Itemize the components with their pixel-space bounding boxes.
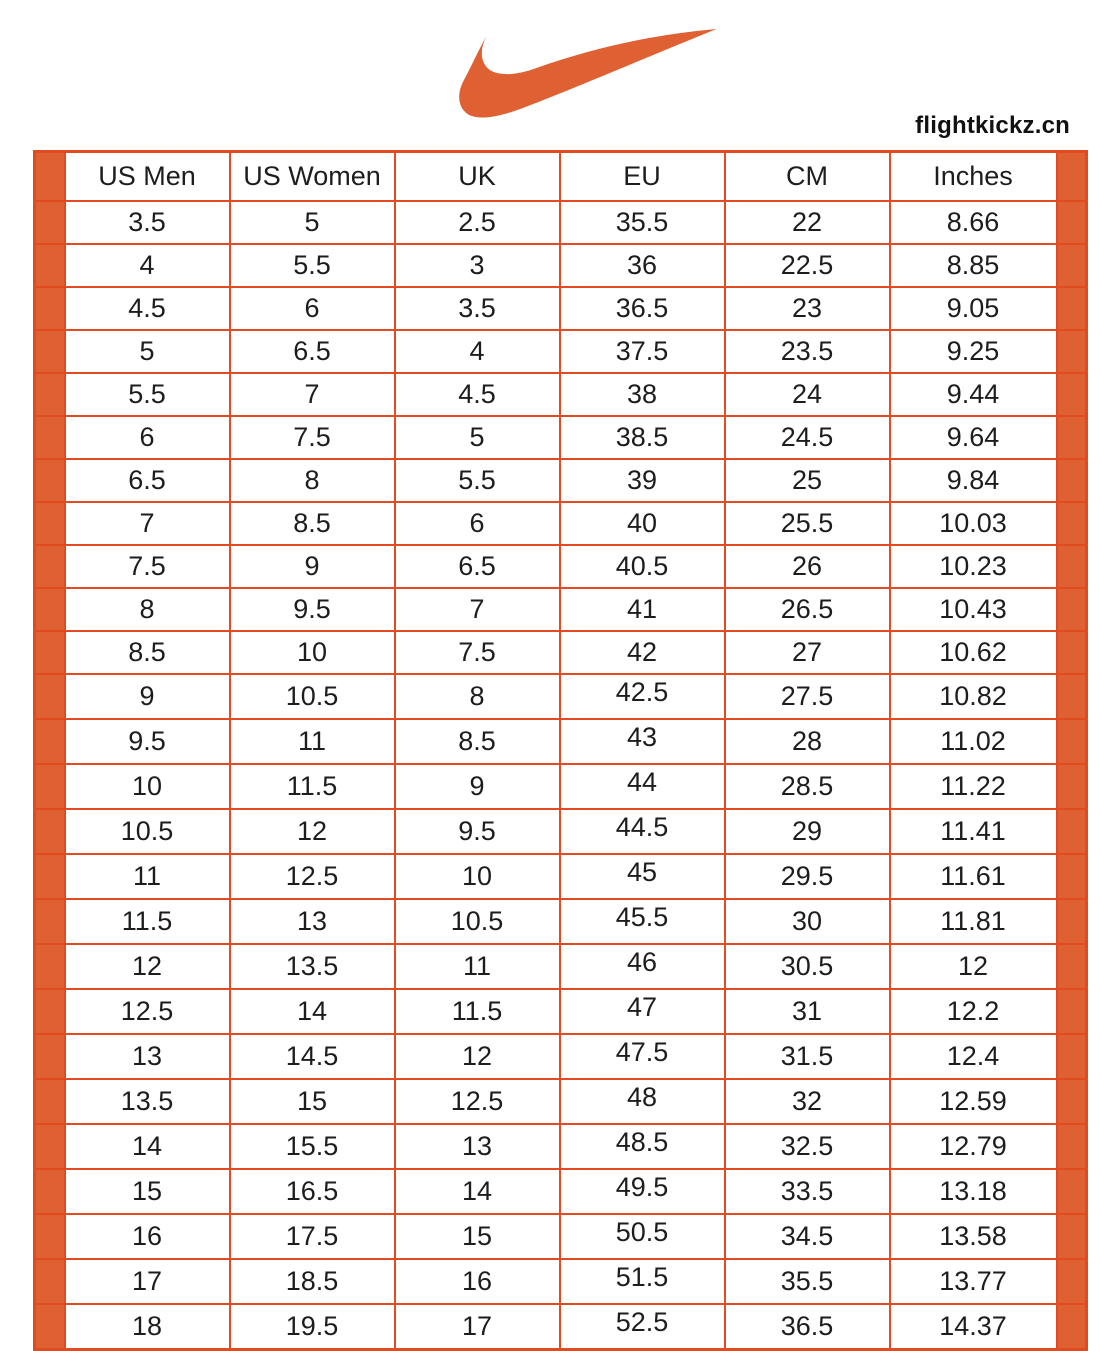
cell-inches: 10.82 [890,674,1057,719]
cell-uk: 6.5 [395,545,560,588]
cell-us-women: 10 [230,631,395,674]
table-row [35,1034,1087,1079]
cell-us-women: 18.5 [230,1259,395,1304]
cell-cm: 23.5 [725,330,890,373]
site-watermark: flightkickz.cn [915,112,1070,139]
cell-cm: 22 [725,201,890,244]
cell-us-women: 8 [230,459,395,502]
orange-strip-cell [35,1304,65,1350]
orange-strip-cell [1057,330,1087,373]
cell-eu: 46 [560,944,725,989]
cell-uk: 4 [395,330,560,373]
table-row [35,373,1087,416]
orange-strip-cell [1057,1169,1087,1214]
cell-inches: 10.43 [890,588,1057,631]
orange-strip-cell [35,719,65,764]
cell-inches: 8.66 [890,201,1057,244]
cell-inches: 8.85 [890,244,1057,287]
cell-cm: 22.5 [725,244,890,287]
cell-inches: 13.18 [890,1169,1057,1214]
cell-us-women: 8.5 [230,502,395,545]
cell-eu: 51.5 [560,1259,725,1304]
cell-cm: 28 [725,719,890,764]
cell-us-men: 18 [65,1304,230,1350]
header-row [35,152,1087,202]
cell-uk: 4.5 [395,373,560,416]
cell-uk: 5.5 [395,459,560,502]
cell-inches: 11.22 [890,764,1057,809]
cell-eu: 47 [560,989,725,1034]
cell-inches: 9.05 [890,287,1057,330]
orange-strip-cell [35,1034,65,1079]
orange-strip-cell [35,287,65,330]
cell-us-men: 13 [65,1034,230,1079]
cell-cm: 30 [725,899,890,944]
cell-uk: 15 [395,1214,560,1259]
cell-uk: 2.5 [395,201,560,244]
cell-inches: 11.81 [890,899,1057,944]
table-row [35,809,1087,854]
cell-eu: 49.5 [560,1169,725,1214]
orange-strip-cell [1057,631,1087,674]
cell-inches: 11.02 [890,719,1057,764]
cell-us-men: 6 [65,416,230,459]
cell-us-women: 7 [230,373,395,416]
cell-eu: 41 [560,588,725,631]
cell-us-men: 10.5 [65,809,230,854]
cell-inches: 10.23 [890,545,1057,588]
table-row [35,631,1087,674]
size-conversion-table [33,150,1088,1351]
cell-uk: 12 [395,1034,560,1079]
cell-cm: 26.5 [725,588,890,631]
cell-us-men: 8.5 [65,631,230,674]
cell-us-women: 14.5 [230,1034,395,1079]
cell-eu: 45.5 [560,899,725,944]
orange-strip-cell [35,588,65,631]
orange-strip-cell [1057,1304,1087,1350]
cell-cm: 27.5 [725,674,890,719]
orange-strip-cell [1057,287,1087,330]
orange-strip-cell [35,545,65,588]
cell-us-women: 13 [230,899,395,944]
cell-eu: 37.5 [560,330,725,373]
table-row [35,674,1087,719]
orange-strip-cell [35,674,65,719]
cell-us-men: 8 [65,588,230,631]
cell-eu: 36 [560,244,725,287]
orange-strip-cell [1057,854,1087,899]
cell-eu: 42.5 [560,674,725,719]
cell-us-women: 11.5 [230,764,395,809]
cell-us-men: 16 [65,1214,230,1259]
orange-strip-cell [1057,1079,1087,1124]
cell-uk: 7 [395,588,560,631]
cell-us-men: 4.5 [65,287,230,330]
cell-uk: 10 [395,854,560,899]
cell-cm: 34.5 [725,1214,890,1259]
cell-inches: 11.41 [890,809,1057,854]
cell-eu: 50.5 [560,1214,725,1259]
cell-cm: 24 [725,373,890,416]
cell-inches: 10.62 [890,631,1057,674]
orange-strip-cell [1057,944,1087,989]
cell-us-men: 7 [65,502,230,545]
cell-inches: 9.25 [890,330,1057,373]
cell-inches: 9.84 [890,459,1057,502]
cell-us-women: 6.5 [230,330,395,373]
cell-cm: 28.5 [725,764,890,809]
cell-inches: 9.44 [890,373,1057,416]
orange-strip-cell [35,899,65,944]
orange-strip-cell [1057,201,1087,244]
cell-us-women: 12.5 [230,854,395,899]
cell-us-men: 5 [65,330,230,373]
orange-strip-cell [1057,502,1087,545]
table-row [35,459,1087,502]
cell-uk: 13 [395,1124,560,1169]
orange-strip-cell [35,809,65,854]
cell-uk: 9.5 [395,809,560,854]
cell-us-women: 9.5 [230,588,395,631]
orange-strip-cell [35,854,65,899]
cell-eu: 47.5 [560,1034,725,1079]
cell-us-men: 9.5 [65,719,230,764]
table-row [35,719,1087,764]
cell-us-women: 9 [230,545,395,588]
orange-strip-cell [1057,764,1087,809]
orange-strip-cell [1057,1259,1087,1304]
table-body [35,201,1087,1350]
cell-us-women: 14 [230,989,395,1034]
cell-uk: 9 [395,764,560,809]
nike-swoosh-icon [453,28,719,120]
table-row [35,854,1087,899]
cell-us-men: 6.5 [65,459,230,502]
cell-us-men: 17 [65,1259,230,1304]
orange-strip-cell [1057,809,1087,854]
cell-uk: 5 [395,416,560,459]
table-row [35,1304,1087,1350]
orange-strip-cell [35,373,65,416]
orange-strip-cell [35,1124,65,1169]
cell-us-men: 10 [65,764,230,809]
cell-cm: 25 [725,459,890,502]
orange-strip-cell [1057,899,1087,944]
cell-uk: 6 [395,502,560,545]
orange-strip-cell [1057,1034,1087,1079]
cell-eu: 40 [560,502,725,545]
cell-us-men: 4 [65,244,230,287]
table-header [35,152,1087,202]
cell-us-women: 5.5 [230,244,395,287]
cell-uk: 8 [395,674,560,719]
column-header-us-women: US Women [230,152,395,202]
cell-inches: 12.2 [890,989,1057,1034]
cell-cm: 29 [725,809,890,854]
table-row [35,330,1087,373]
cell-us-women: 15 [230,1079,395,1124]
orange-strip-cell [35,244,65,287]
table-row [35,899,1087,944]
orange-strip-cell [35,502,65,545]
cell-cm: 24.5 [725,416,890,459]
cell-us-men: 15 [65,1169,230,1214]
cell-us-men: 9 [65,674,230,719]
cell-cm: 29.5 [725,854,890,899]
cell-cm: 30.5 [725,944,890,989]
orange-strip-cell [1057,244,1087,287]
cell-us-men: 5.5 [65,373,230,416]
orange-strip-cell [1057,719,1087,764]
cell-eu: 39 [560,459,725,502]
cell-eu: 52.5 [560,1304,725,1350]
table-row [35,416,1087,459]
cell-us-women: 15.5 [230,1124,395,1169]
cell-us-women: 17.5 [230,1214,395,1259]
cell-eu: 35.5 [560,201,725,244]
orange-strip-cell [1057,152,1087,202]
cell-inches: 12.79 [890,1124,1057,1169]
orange-strip-cell [35,459,65,502]
cell-cm: 27 [725,631,890,674]
table-row [35,244,1087,287]
cell-inches: 14.37 [890,1304,1057,1350]
table-row [35,1124,1087,1169]
cell-us-women: 5 [230,201,395,244]
cell-eu: 38.5 [560,416,725,459]
table-row [35,764,1087,809]
orange-strip-cell [35,416,65,459]
orange-strip-cell [1057,1214,1087,1259]
column-header-inches: Inches [890,152,1057,202]
orange-strip-cell [35,944,65,989]
cell-us-women: 16.5 [230,1169,395,1214]
cell-cm: 35.5 [725,1259,890,1304]
cell-cm: 23 [725,287,890,330]
cell-eu: 48.5 [560,1124,725,1169]
cell-us-men: 3.5 [65,201,230,244]
orange-strip-cell [35,764,65,809]
orange-strip-cell [1057,989,1087,1034]
cell-inches: 13.58 [890,1214,1057,1259]
cell-uk: 8.5 [395,719,560,764]
orange-strip-cell [35,1079,65,1124]
table-row [35,502,1087,545]
cell-inches: 12.4 [890,1034,1057,1079]
table-row [35,201,1087,244]
cell-eu: 44.5 [560,809,725,854]
cell-uk: 10.5 [395,899,560,944]
cell-inches: 9.64 [890,416,1057,459]
cell-inches: 10.03 [890,502,1057,545]
cell-us-women: 7.5 [230,416,395,459]
cell-us-men: 12.5 [65,989,230,1034]
table-row [35,287,1087,330]
column-header-eu: EU [560,152,725,202]
cell-eu: 40.5 [560,545,725,588]
column-header-us-men: US Men [65,152,230,202]
cell-uk: 3.5 [395,287,560,330]
orange-strip-cell [1057,588,1087,631]
cell-uk: 14 [395,1169,560,1214]
orange-strip-cell [35,1214,65,1259]
cell-uk: 3 [395,244,560,287]
orange-strip-cell [35,1259,65,1304]
table-row [35,944,1087,989]
column-header-uk: UK [395,152,560,202]
orange-strip-cell [35,989,65,1034]
cell-eu: 44 [560,764,725,809]
table-row [35,545,1087,588]
cell-cm: 26 [725,545,890,588]
cell-cm: 32 [725,1079,890,1124]
cell-us-men: 12 [65,944,230,989]
table-row [35,588,1087,631]
cell-eu: 43 [560,719,725,764]
cell-us-men: 13.5 [65,1079,230,1124]
cell-us-women: 11 [230,719,395,764]
orange-strip-cell [1057,416,1087,459]
cell-us-women: 10.5 [230,674,395,719]
column-header-cm: CM [725,152,890,202]
cell-us-women: 12 [230,809,395,854]
orange-strip-cell [1057,373,1087,416]
orange-strip-cell [35,152,65,202]
cell-inches: 12.59 [890,1079,1057,1124]
cell-uk: 16 [395,1259,560,1304]
cell-eu: 45 [560,854,725,899]
orange-strip-cell [35,1169,65,1214]
table-row [35,1214,1087,1259]
table-row [35,1079,1087,1124]
cell-us-men: 11.5 [65,899,230,944]
cell-eu: 48 [560,1079,725,1124]
cell-us-men: 14 [65,1124,230,1169]
cell-us-women: 13.5 [230,944,395,989]
orange-strip-cell [35,631,65,674]
cell-cm: 25.5 [725,502,890,545]
cell-eu: 42 [560,631,725,674]
table-row [35,989,1087,1034]
orange-strip-cell [1057,1124,1087,1169]
cell-uk: 11.5 [395,989,560,1034]
table-row [35,1259,1087,1304]
cell-uk: 17 [395,1304,560,1350]
cell-cm: 31.5 [725,1034,890,1079]
cell-uk: 11 [395,944,560,989]
orange-strip-cell [1057,674,1087,719]
cell-cm: 31 [725,989,890,1034]
cell-uk: 7.5 [395,631,560,674]
cell-eu: 36.5 [560,287,725,330]
cell-us-men: 11 [65,854,230,899]
orange-strip-cell [1057,545,1087,588]
cell-cm: 36.5 [725,1304,890,1350]
orange-strip-cell [35,330,65,373]
cell-uk: 12.5 [395,1079,560,1124]
cell-eu: 38 [560,373,725,416]
cell-cm: 33.5 [725,1169,890,1214]
cell-inches: 13.77 [890,1259,1057,1304]
cell-us-women: 19.5 [230,1304,395,1350]
cell-cm: 32.5 [725,1124,890,1169]
cell-us-men: 7.5 [65,545,230,588]
orange-strip-cell [35,201,65,244]
cell-us-women: 6 [230,287,395,330]
orange-strip-cell [1057,459,1087,502]
cell-inches: 12 [890,944,1057,989]
table-row [35,1169,1087,1214]
cell-inches: 11.61 [890,854,1057,899]
